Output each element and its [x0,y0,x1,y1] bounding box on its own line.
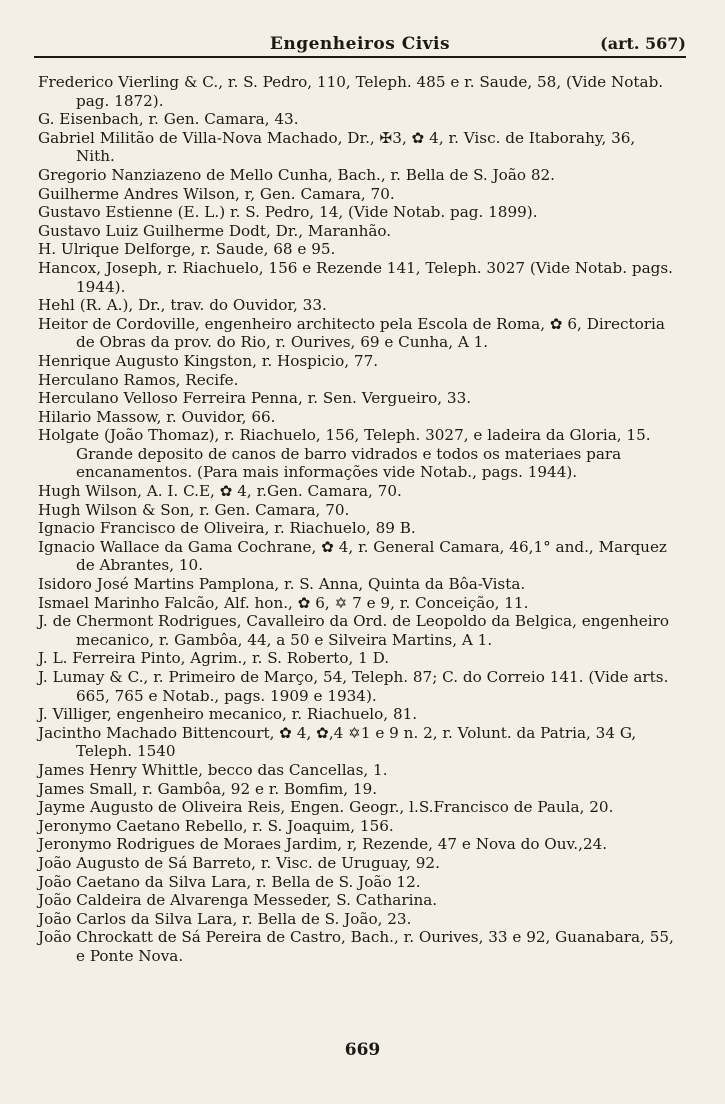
directory-entry: Jeronymo Caetano Rebello, r. S. Joaquim, 156. [38,816,394,835]
directory-entry: Jayme Augusto de Oliveira Reis, Engen. Geogr., l.S.Francisco de Paula, 20. [38,798,614,817]
running-header [34,30,686,58]
directory-entries [38,73,674,966]
directory-entry: Herculano Ramos, Recife. [38,370,239,389]
directory-entry: Herculano Velloso Ferreira Penna, r. Sen. Vergueiro, 33. [38,389,472,408]
directory-entry: James Small, r. Gambôa, 92 e r. Bomfim, 19. [38,779,378,798]
directory-entry: J. de Chermont Rodrigues, Cavalleiro da Ord. de Leopoldo da Belgica, engenheiro mecanico, r. Gambôa, 44, a 50 e Silveira Martins, A 1. [38,612,670,649]
directory-entry: Heitor de Cordoville, engenheiro architecto pela Escola de Roma, ✿ 6, Directoria de Obras da prov. do Rio, r. Ourives, 69 e Cunha, A 1. [38,314,665,352]
directory-entry: Ignacio Francisco de Oliveira, r. Riachuelo, 89 B. [38,519,416,538]
directory-entry: Gabriel Militão de Villa-Nova Machado, Dr., ✠3, ✿ 4, r. Visc. de Itaborahy, 36, Nith. [38,128,636,166]
directory-entry: Ignacio Wallace da Gama Cochrane, ✿ 4, r. General Camara, 46,1° and., Marquez de Abrantes, 10. [38,537,667,575]
directory-entry: Henrique Augusto Kingston, r. Hospicio, 77. [38,351,379,370]
directory-entry: Hugh Wilson, A. I. C.E, ✿ 4, r.Gen. Camara, 70. [38,482,402,501]
directory-entry: Jeronymo Rodrigues de Moraes Jardim, r, Rezende, 47 e Nova do Ouv.,24. [38,835,608,854]
section-title: Engenheiros Civis [269,34,451,54]
directory-entry: Gustavo Estienne (E. L.) r. S. Pedro, 14, (Vide Notab. pag. 1899). [38,203,538,222]
directory-entry: João Augusto de Sá Barreto, r. Visc. de Uruguay, 92. [38,853,440,872]
directory-entry: Isidoro José Martins Pamplona, r. S. Anna, Quinta da Bôa-Vista. [38,575,526,594]
header-rule [34,56,686,58]
directory-entry: G. Eisenbach, r. Gen. Camara, 43. [38,110,299,129]
directory-entry: James Henry Whittle, becco das Cancellas, 1. [38,760,388,779]
directory-entry: Hancox, Joseph, r. Riachuelo, 156 e Rezende 141, Teleph. 3027 (Vide Notab. pags. 1944). [38,258,673,296]
directory-entry: João Caetano da Silva Lara, r. Bella de S. João 12. [38,872,421,891]
directory-entry: Gregorio Nanziazeno de Mello Cunha, Bach., r. Bella de S. João 82. [38,165,555,184]
directory-entry: J. Lumay & C., r. Primeiro de Março, 54, Teleph. 87; C. do Correio 141. (Vide arts. 665, 765 e Notab., pags. 1909 e 1934). [38,668,669,705]
directory-entry: Ismael Marinho Falcão, Alf. hon., ✿ 6, ✡ 7 e 9, r. Conceição, 11. [38,593,529,612]
article-reference: (art. 567) [600,34,686,53]
directory-entry: Hugh Wilson & Son, r. Gen. Camara, 70. [38,500,350,519]
directory-entry: Hilario Massow, r. Ouvidor, 66. [38,407,276,426]
directory-entry: Jacintho Machado Bittencourt, ✿ 4, ✿,4 ✡1 e 9 n. 2, r. Volunt. da Patria, 34 G, Teleph. 1540 [38,723,637,761]
directory-entry: J. Villiger, engenheiro mecanico, r. Riachuelo, 81. [38,705,418,724]
directory-entry: J. L. Ferreira Pinto, Agrim., r. S. Roberto, 1 D. [38,649,390,668]
directory-entry: Guilherme Andres Wilson, r, Gen. Camara, 70. [38,184,395,203]
page-number: 669 [344,1040,381,1060]
directory-entry: Frederico Vierling & C., r. S. Pedro, 110, Teleph. 485 e r. Saude, 58, (Vide Notab. pag. 1872). [38,73,664,110]
directory-entry: Gustavo Luiz Guilherme Dodt, Dr., Maranhão. [38,221,392,240]
directory-entry: João Caldeira de Alvarenga Messeder, S. Catharina. [38,891,438,910]
directory-entry: Holgate (João Thomaz), r. Riachuelo, 156, Teleph. 3027, e ladeira da Gloria, 15. Grande deposito de canos de barro vidrados e todos os materiaes para encanamentos. (Para mais informações vide Notab., pags. 1944). [38,426,651,482]
directory-entry: João Carlos da Silva Lara, r. Bella de S. João, 23. [38,909,412,928]
directory-entry: Hehl (R. A.), Dr., trav. do Ouvidor, 33. [38,296,327,315]
directory-entry: H. Ulrique Delforge, r. Saude, 68 e 95. [38,240,336,259]
directory-entry: João Chrockatt de Sá Pereira de Castro, Bach., r. Ourives, 33 e 92, Guanabara, 55, e Ponte Nova. [38,928,674,965]
